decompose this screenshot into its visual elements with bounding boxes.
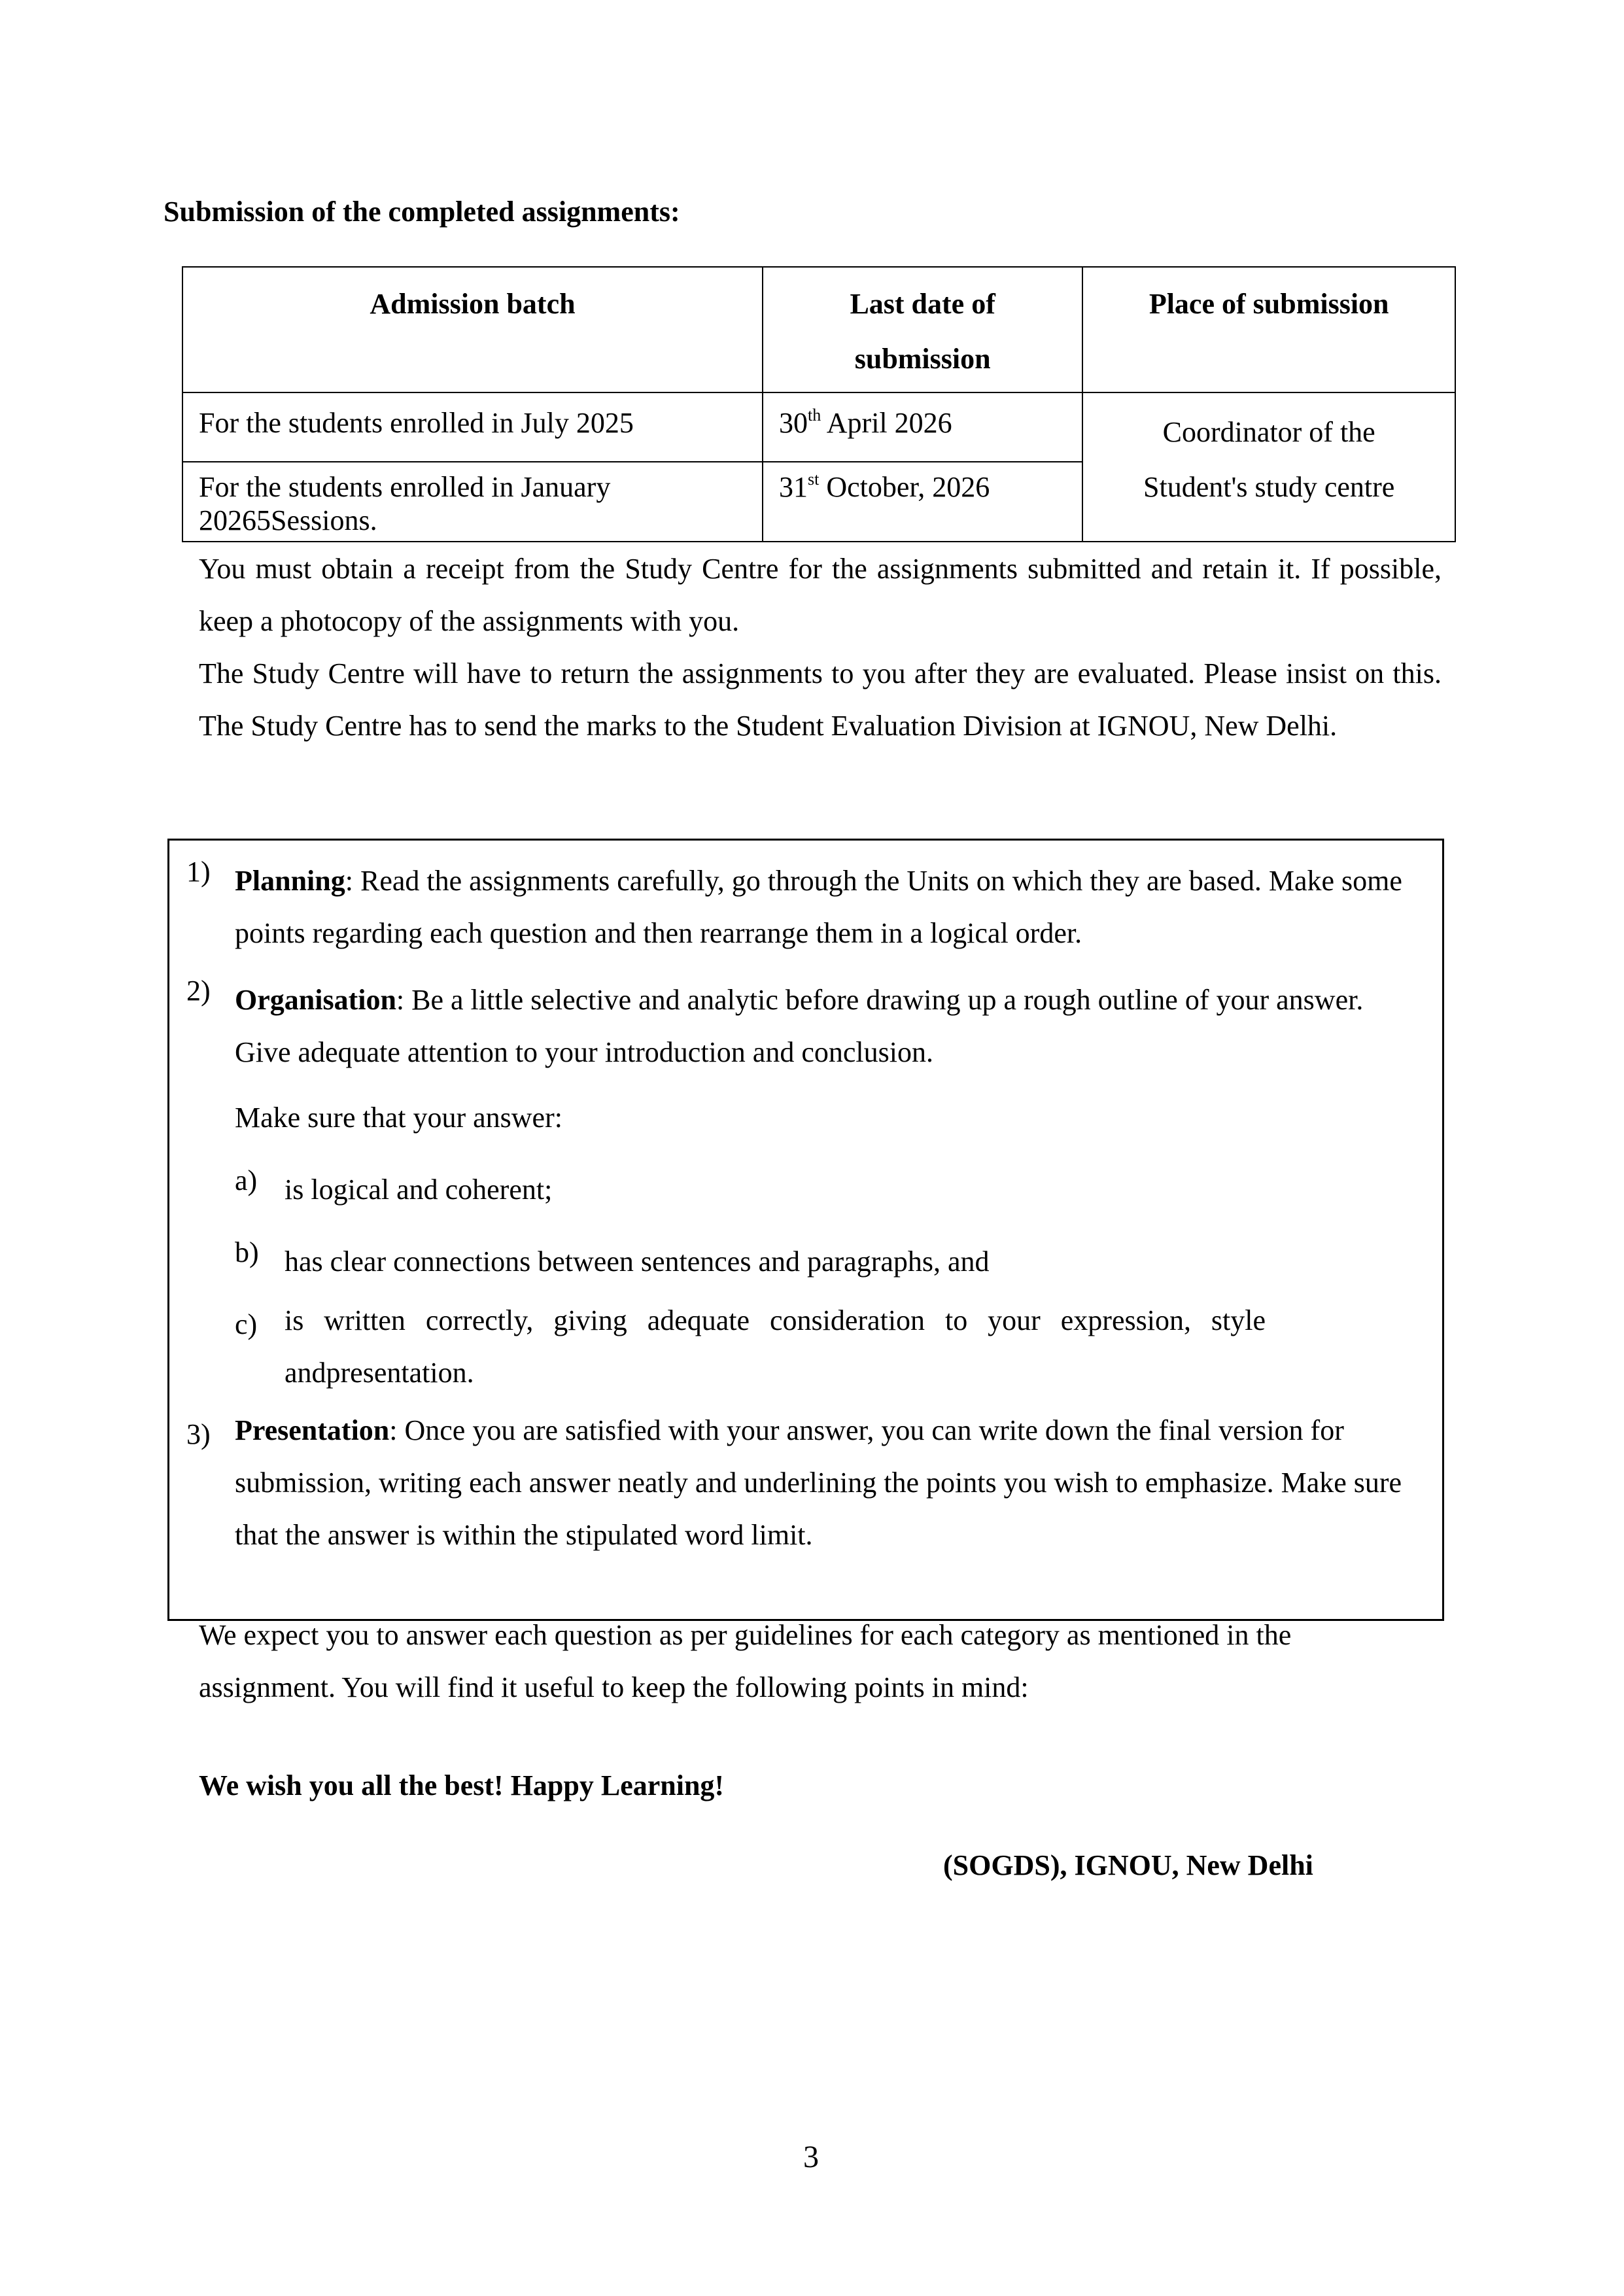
batch-line2: 20265Sessions. — [199, 504, 377, 536]
place-line1: Coordinator of the — [1162, 416, 1375, 448]
date-suffix: st — [807, 470, 820, 489]
closing-wish: We wish you all the best! Happy Learning! — [199, 1769, 725, 1801]
receipt-paragraph: You must obtain a receipt from the Study Centre for the assignments submitted and retain it. If possible, keep a photocopy of the assignments with you. — [199, 553, 1442, 637]
item-title: Planning — [235, 865, 345, 897]
table-header-row — [182, 267, 1455, 392]
date-rest: October, 2026 — [819, 471, 990, 503]
subitem-text: is written correctly, giving adequate consideration to your expression, style andpresentation. — [285, 1304, 1266, 1389]
header-place: Place of submission — [1082, 267, 1455, 392]
batch-cell: For the students enrolled in July 2025 — [182, 392, 763, 462]
submission-table — [182, 266, 1456, 542]
subitem-label: b) — [235, 1236, 259, 1268]
table-row — [182, 392, 1455, 462]
header-last-date-line1: Last date of — [850, 288, 995, 320]
item-text: : Once you are satisfied with your answer, you can write down the final version for submission, writing each answer neatly and underlining the points you wish to emphasize. Make sure that the answer is within the stipulated word limit. — [235, 1414, 1402, 1551]
batch-cell — [182, 462, 763, 542]
place-line2: Student's study centre — [1143, 471, 1395, 503]
item-text: : Be a little selective and analytic before drawing up a rough outline of your answer. Give adequate attention to your introduction and conclusion. — [235, 984, 1364, 1068]
return-paragraph: The Study Centre will have to return the assignments to you after they are evaluated. Please insist on this. The Study Centre has to send the marks to the Student Evaluation Division at IGNOU, New Delhi. — [199, 657, 1442, 742]
item-title: Presentation — [235, 1414, 390, 1446]
batch-line1: For the students enrolled in January — [199, 471, 611, 503]
place-cell — [1082, 392, 1455, 542]
section-heading: Submission of the completed assignments: — [164, 196, 680, 228]
signature: (SOGDS), IGNOU, New Delhi — [943, 1849, 1313, 1881]
item-number: 3) — [186, 1418, 211, 1450]
subitem-text: is logical and coherent; — [285, 1174, 553, 1206]
date-num: 30 — [778, 407, 808, 439]
subitem-text: has clear connections between sentences and paragraphs, and — [285, 1245, 990, 1278]
list-item-organisation — [235, 974, 1399, 1079]
item-number: 1) — [186, 856, 211, 888]
subitem-label: a) — [235, 1164, 258, 1196]
date-num: 31 — [778, 471, 808, 503]
date-cell — [763, 462, 1082, 542]
item-number: 2) — [186, 975, 211, 1007]
make-sure-text: Make sure that your answer: — [235, 1102, 562, 1134]
subitem-label: c) — [235, 1308, 258, 1340]
date-suffix: th — [807, 406, 821, 425]
guidelines-note: We expect you to answer each question as per guidelines for each category as mentioned in the assignment. You will find it useful to keep the following points in mind: — [199, 1619, 1292, 1703]
date-cell — [763, 392, 1082, 462]
item-text: : Read the assignments carefully, go through the Units on which they are based. Make some points regarding each question and then rearrange them in a logical order. — [235, 865, 1402, 949]
item-title: Organisation — [235, 984, 396, 1016]
list-item-planning — [235, 855, 1412, 960]
header-last-date — [763, 267, 1082, 392]
list-item-presentation — [235, 1404, 1412, 1561]
date-rest: April 2026 — [821, 407, 952, 439]
header-admission-batch: Admission batch — [182, 267, 763, 392]
page-number: 3 — [803, 2140, 819, 2174]
guidelines-box — [167, 839, 1444, 1621]
header-last-date-line2: submission — [854, 343, 991, 375]
